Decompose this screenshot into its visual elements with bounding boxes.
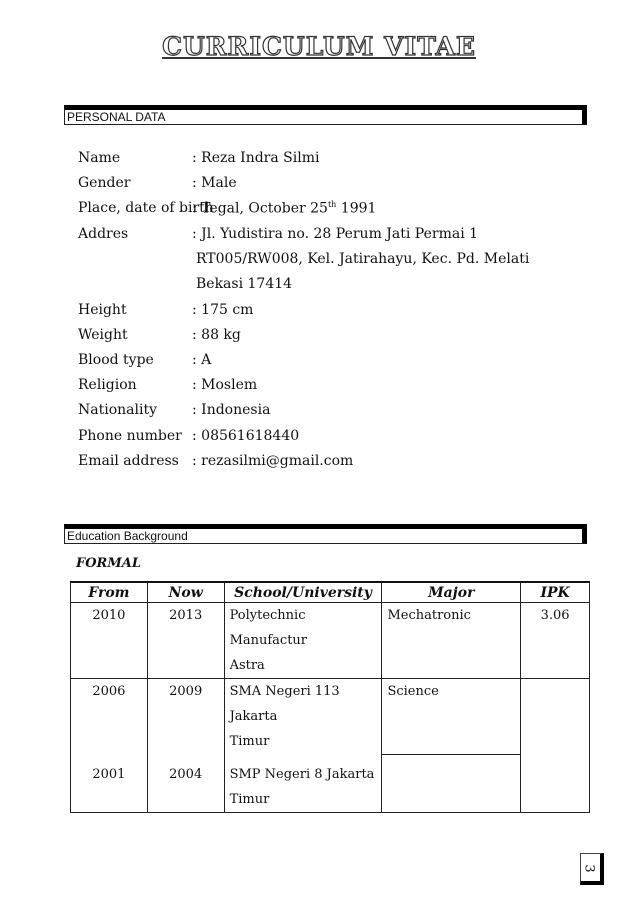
school-line: Astra [229,658,265,673]
personal-data-header [64,105,587,125]
pd-value: : Moslem [192,377,258,393]
pd-label: Place, date of birth [78,200,214,216]
cell-now: 2013 [147,603,224,679]
cell-from: 2010 [71,603,148,679]
cell-from: 2006 [71,679,148,755]
table-row [71,603,590,679]
address-line-2: RT005/RW008, Kel. Jatirahayu, Kec. Pd. Melati [196,251,530,267]
pd-value: : Jl. Yudistira no. 28 Perum Jati Permai 1 [192,226,479,242]
col-header-major: Major [382,582,521,603]
pd-label: Gender [78,175,131,191]
birth-date: : Tegal, October 25 [192,200,328,217]
cell-now: 2004 [147,754,224,813]
pd-label: Weight [78,327,128,343]
school-line: SMP Negeri 8 Jakarta [229,767,375,782]
pd-value: : A [192,352,212,368]
page-number: 3 [581,864,597,873]
cell-now: 2009 [147,679,224,755]
school-line: Polytechnic Manufactur [229,608,308,648]
school-line: Timur [229,792,270,807]
pd-value: : rezasilmi@gmail.com [192,453,354,469]
pd-value: : 88 kg [192,327,241,343]
pd-value: : Indonesia [192,402,271,418]
cell-school [224,603,382,679]
table-row [71,754,590,813]
col-header-now: Now [147,582,224,603]
pd-value: : Male [192,175,237,191]
cell-major: Science [382,679,521,755]
cell-ipk [521,679,590,813]
col-header-school: School/University [224,582,382,603]
school-line: Timur [229,734,270,749]
education-table [70,581,590,813]
pd-label: Nationality [78,402,157,418]
birth-year: 1991 [336,200,377,217]
pd-label: Email address [78,453,179,469]
pd-value: : 08561618440 [192,428,300,444]
document-title: CURRICULUM VITAE [162,32,476,61]
school-line: SMA Negeri 113 Jakarta [229,684,340,724]
col-header-from: From [71,582,148,603]
pd-value: : 175 cm [192,302,254,318]
table-header-row [71,582,590,603]
cell-major: Mechatronic [382,603,521,679]
formal-label: FORMAL [76,556,141,571]
cell-major [382,754,521,813]
pd-label: Religion [78,377,137,393]
page-number-box [580,853,604,885]
personal-data-heading: PERSONAL DATA [67,110,166,124]
pd-label: Height [78,302,127,318]
pd-label: Phone number [78,428,182,444]
education-heading: Education Background [67,529,188,543]
pd-label: Name [78,150,121,166]
cell-from: 2001 [71,754,148,813]
table-row [71,679,590,755]
pd-label: Blood type [78,352,154,368]
pd-value [192,200,376,217]
education-header [64,524,587,544]
address-line-3: Bekasi 17414 [196,276,293,292]
cell-ipk: 3.06 [521,603,590,679]
birth-date-suffix: th [327,200,337,209]
col-header-ipk: IPK [521,582,590,603]
pd-label: Addres [78,226,129,242]
cell-school [224,679,382,755]
cell-school [224,754,382,813]
pd-value: : Reza Indra Silmi [192,150,320,166]
